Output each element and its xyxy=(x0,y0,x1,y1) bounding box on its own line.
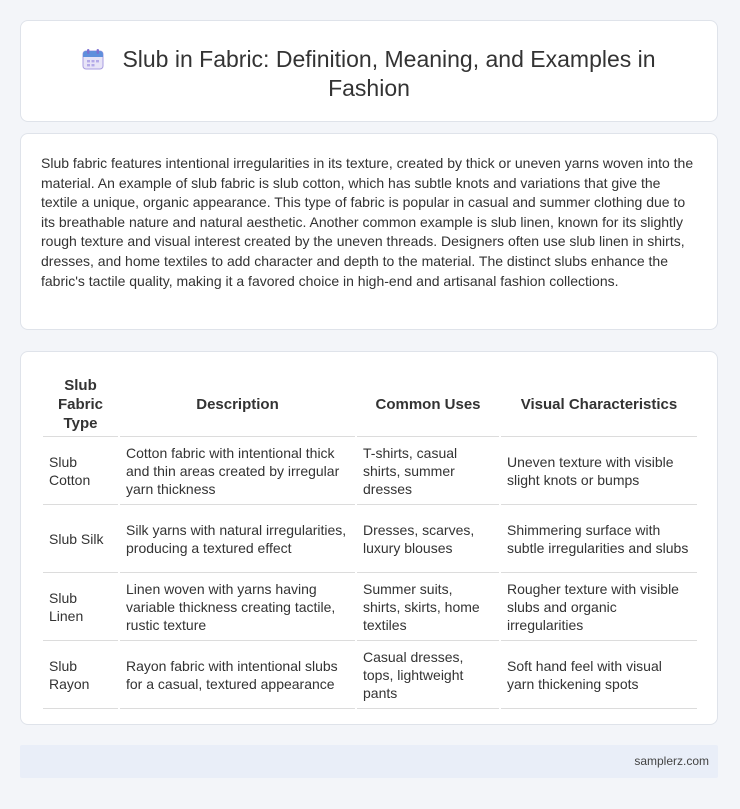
table-header-row xyxy=(43,372,697,437)
table-cell: Shimmering surface with subtle irregularities and slubs xyxy=(500,505,697,573)
table-cell: Dresses, scarves, luxury blouses xyxy=(356,505,500,573)
table-cell: Cotton fabric with intentional thick and thin areas created by irregular yarn thickness xyxy=(119,437,356,505)
table-row xyxy=(43,573,697,641)
table-cell: Slub Rayon xyxy=(43,641,119,709)
title-card xyxy=(20,20,718,122)
table-row xyxy=(43,641,697,709)
table-row xyxy=(43,437,697,505)
table-row xyxy=(43,505,697,573)
table-cell: Slub Cotton xyxy=(43,437,119,505)
column-header: Description xyxy=(119,372,356,437)
table-cell: Linen woven with yarns having variable thickness creating tactile, rustic texture xyxy=(119,573,356,641)
column-header: Common Uses xyxy=(356,372,500,437)
table-cell: Slub Linen xyxy=(43,573,119,641)
footer-site-link[interactable]: samplerz.com xyxy=(634,754,709,768)
column-header: Slub Fabric Type xyxy=(43,372,119,437)
table-cell: Uneven texture with visible slight knots or bumps xyxy=(500,437,697,505)
fabric-table xyxy=(43,372,697,709)
table-cell: Soft hand feel with visual yarn thickening spots xyxy=(500,641,697,709)
table-card xyxy=(20,351,718,725)
page-title xyxy=(21,45,717,103)
table-cell: Rayon fabric with intentional slubs for a casual, textured appearance xyxy=(119,641,356,709)
page-title-text: Slub in Fabric: Definition, Meaning, and Examples in Fashion xyxy=(122,46,656,101)
table-cell: Silk yarns with natural irregularities, producing a textured effect xyxy=(119,505,356,573)
footer xyxy=(20,745,718,778)
intro-paragraph: Slub fabric features intentional irregularities in its texture, created by thick or uneven yarns woven into the material. An example of slub fabric is slub cotton, which has subtle knots and variations that give the textile a unique, organic appearance. This type of fabric is popular in casual and summer clothing due to its breathable nature and natural aesthetic. Another common example is slub linen, known for its slightly rough texture and visual interest created by the uneven threads. Designers often use slub linen in shirts, dresses, and home textiles to add character and depth to the material. The distinct slubs enhance the fabric's tactile quality, making it a favored choice in high-end and artisanal fashion collections. xyxy=(41,155,694,289)
column-header: Visual Characteristics xyxy=(500,372,697,437)
calendar-icon xyxy=(82,48,104,70)
table-cell: T-shirts, casual shirts, summer dresses xyxy=(356,437,500,505)
table-cell: Rougher texture with visible slubs and organic irregularities xyxy=(500,573,697,641)
table-cell: Casual dresses, tops, lightweight pants xyxy=(356,641,500,709)
intro-card xyxy=(20,133,718,330)
table-cell: Summer suits, shirts, skirts, home textiles xyxy=(356,573,500,641)
table-cell: Slub Silk xyxy=(43,505,119,573)
